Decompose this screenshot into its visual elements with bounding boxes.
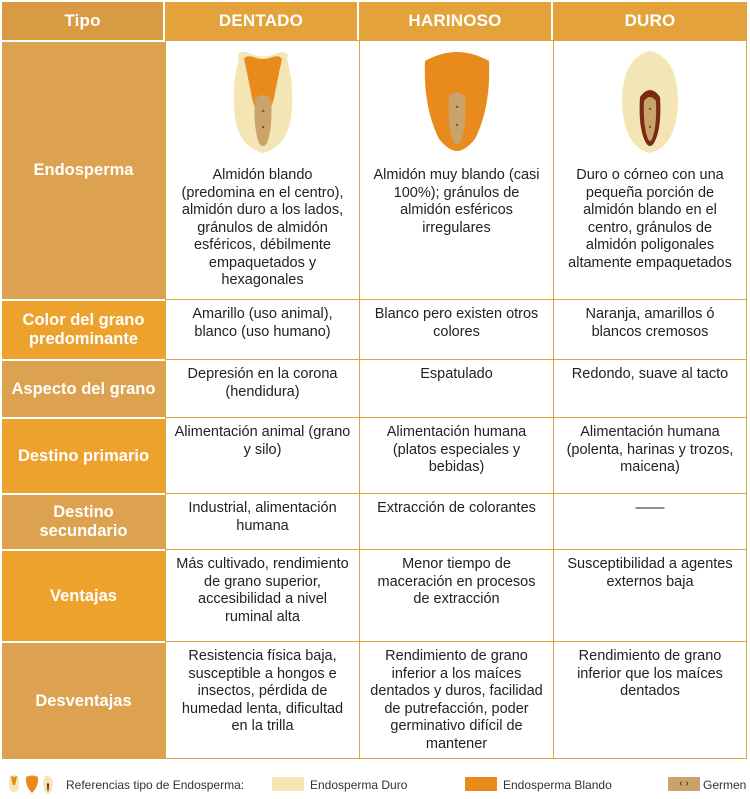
header-dentado: DENTADO <box>165 2 359 40</box>
dent-kernel-illustration <box>174 47 351 167</box>
flint-kernel-illustration <box>562 47 738 167</box>
cell-destino-primario-duro: Alimentación humana (polenta, harinas y trozos, maicena) <box>553 417 747 493</box>
floury-kernel-illustration <box>368 47 545 167</box>
cell-aspecto-duro: Redondo, suave al tacto <box>553 359 747 417</box>
row-color <box>2 299 747 359</box>
row-destino-secundario <box>2 493 747 549</box>
svg-text:˄: ˄ <box>454 106 459 116</box>
cell-endosperma-harinoso <box>359 40 553 299</box>
legend-germen: Germen <box>703 778 747 792</box>
cell-desventajas-harinoso: Rendimiento de grano inferior a los maíces dentados y duros, facilidad de putrefacción, poder germinativo difícil de mantener <box>359 641 553 759</box>
svg-text:˄: ˄ <box>260 110 265 120</box>
cell-color-duro: Naranja, amarillos ó blancos cremosos <box>553 299 747 359</box>
svg-text:˅: ˅ <box>260 126 265 136</box>
cell-destino-secundario-harinoso: Extracción de colorantes <box>359 493 553 549</box>
row-ventajas <box>2 549 747 641</box>
row-label-endosperma: Endosperma <box>2 40 165 299</box>
maize-types-table <box>2 2 747 759</box>
row-destino-primario <box>2 417 747 493</box>
legend <box>0 770 750 798</box>
header-row <box>2 2 747 40</box>
row-label-aspecto: Aspecto del grano <box>2 359 165 417</box>
row-aspecto <box>2 359 747 417</box>
legend-endosperma-blando: Endosperma Blando <box>503 778 612 792</box>
cell-aspecto-dentado: Depresión en la corona (hendidura) <box>165 359 359 417</box>
header-tipo: Tipo <box>2 2 165 40</box>
text-endosperma-harinoso: Almidón muy blando (casi 100%); gránulos de almidón esféricos irregulares <box>373 167 540 236</box>
row-label-ventajas: Ventajas <box>2 549 165 641</box>
row-label-destino-primario: Destino primario <box>2 417 165 493</box>
cell-destino-primario-dentado: Alimentación animal (grano y silo) <box>165 417 359 493</box>
row-label-destino-secundario: Destino secundario <box>2 493 165 549</box>
cell-destino-secundario-duro: —— <box>553 493 747 549</box>
cell-aspecto-harinoso: Espatulado <box>359 359 553 417</box>
cell-ventajas-dentado: Más cultivado, rendimiento de grano superior, accesibilidad a nivel ruminal alta <box>165 549 359 641</box>
header-harinoso: HARINOSO <box>359 2 553 40</box>
svg-text:˅: ˅ <box>647 126 653 136</box>
cell-color-dentado: Amarillo (uso animal), blanco (uso humano) <box>165 299 359 359</box>
row-endosperma <box>2 40 747 299</box>
text-endosperma-dentado: Almidón blando (predomina en el centro), almidón duro a los lados, gránulos de almidón esféricos, débilmente empaquetados y hexagonales <box>181 167 344 288</box>
legend-title: Referencias tipo de Endosperma: <box>66 778 245 792</box>
swatch-endosperma-blando <box>465 777 497 791</box>
legend-endosperma-duro: Endosperma Duro <box>310 778 408 792</box>
germ-icon: ‹ › <box>668 777 700 791</box>
svg-text:˄: ˄ <box>647 108 653 118</box>
cell-destino-secundario-dentado: Industrial, alimentación humana <box>165 493 359 549</box>
cell-desventajas-duro: Rendimiento de grano inferior que los maíces dentados <box>553 641 747 759</box>
cell-ventajas-duro: Susceptibilidad a agentes externos baja <box>553 549 747 641</box>
cell-endosperma-duro <box>553 40 747 299</box>
svg-text:˅: ˅ <box>454 124 459 134</box>
cell-ventajas-harinoso: Menor tiempo de maceración en procesos de extracción <box>359 549 553 641</box>
cell-endosperma-dentado <box>165 40 359 299</box>
row-label-desventajas: Desventajas <box>2 641 165 759</box>
row-label-color: Color del grano predominante <box>2 299 165 359</box>
cell-color-harinoso: Blanco pero existen otros colores <box>359 299 553 359</box>
text-endosperma-duro: Duro o córneo con una pequeña porción de almidón blando en el centro, gránulos de almidón poligonales altamente empaquetados <box>568 167 732 271</box>
mini-kernels-icon <box>6 772 60 796</box>
cell-desventajas-dentado: Resistencia física baja, susceptible a hongos e insectos, pérdida de humedad lenta, dificultad en la trilla <box>165 641 359 759</box>
swatch-endosperma-duro <box>272 777 304 791</box>
row-desventajas <box>2 641 747 759</box>
cell-destino-primario-harinoso: Alimentación humana (platos especiales y bebidas) <box>359 417 553 493</box>
header-duro: DURO <box>553 2 747 40</box>
